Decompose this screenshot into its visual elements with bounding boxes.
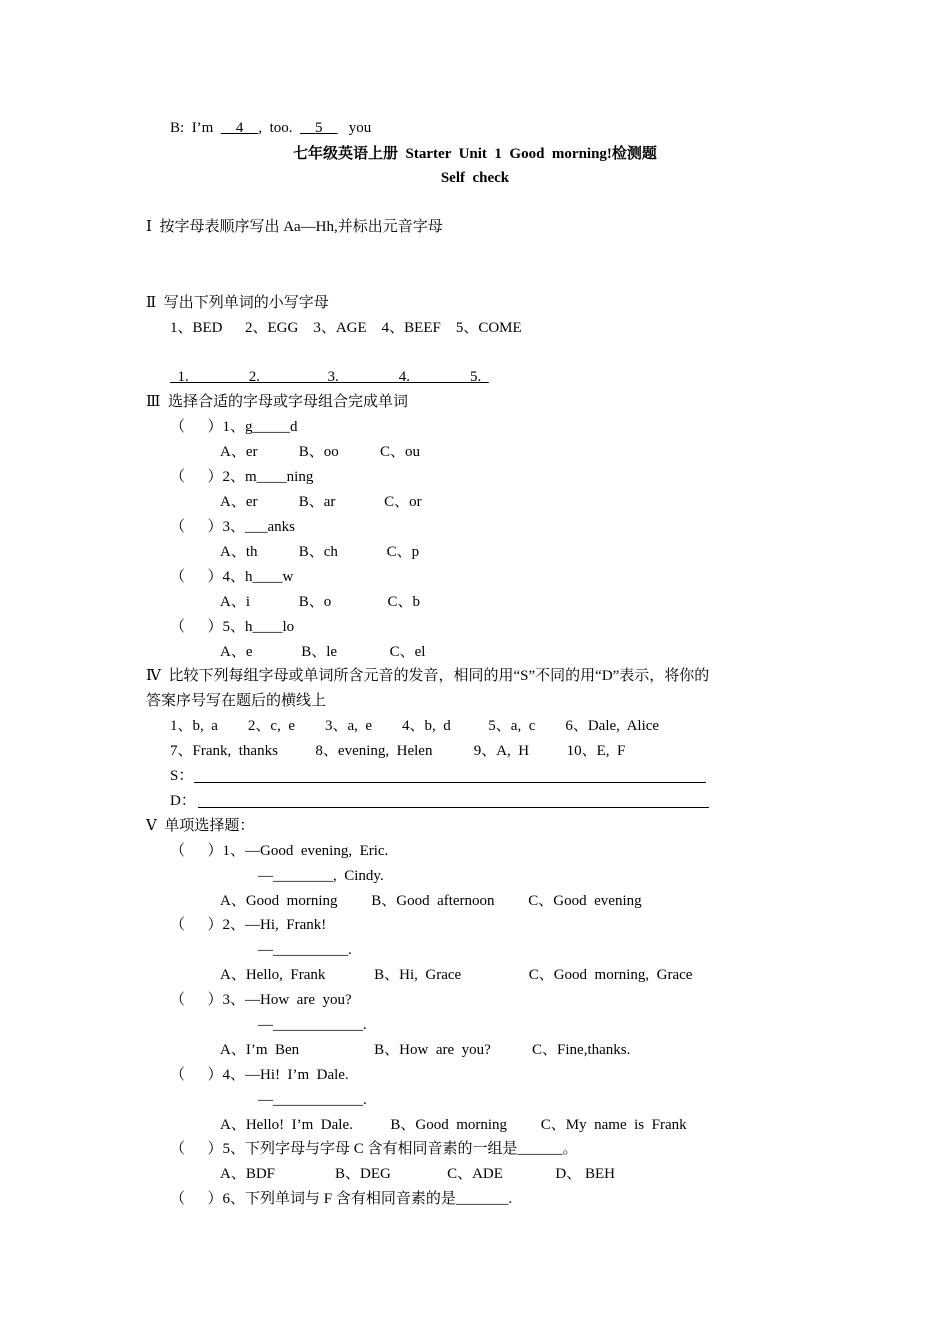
answer-line: —____________.: [258, 1092, 367, 1108]
section-number: Ⅲ: [146, 394, 161, 410]
blank-5: 5: [300, 120, 338, 136]
page-subtitle: Self check: [440, 170, 510, 186]
options: A、I’m Ben B、How are you? C、Fine,thanks.: [220, 1042, 631, 1058]
section-2-heading: [146, 293, 329, 313]
options: A、Hello! I’m Dale. B、Good morning C、My name is Frank: [220, 1117, 687, 1133]
s-answer-line: [194, 782, 706, 783]
top-line: [170, 118, 371, 138]
section-title: 写出下列单词的小写字母: [163, 295, 329, 311]
section-2-answer-line: 1. 2. 3. 4. 5.: [170, 369, 489, 385]
blank-4: 4: [220, 120, 259, 136]
section-4-heading: [146, 666, 709, 686]
options: A、er B、ar C、or: [220, 494, 422, 510]
text: , too.: [258, 120, 293, 136]
question: （ ）4、—Hi! I’m Dale.: [170, 1067, 349, 1083]
question: （ ）6、下列单词与 F 含有相同音素的是_______.: [170, 1191, 513, 1207]
question: （ ）2、—Hi, Frank!: [170, 917, 327, 933]
section-title: 单项选择题：: [164, 818, 255, 834]
section-4-row-1: 1、b, a 2、c, e 3、a, e 4、b, d 5、a, c 6、Dale, Alice: [170, 718, 660, 734]
answer-line: —__________.: [258, 942, 352, 958]
section-number: Ⅳ: [146, 668, 161, 684]
section-4-row-2: 7、Frank, thanks 8、evening, Helen 9、A, H 10、E, F: [170, 743, 626, 759]
options: A、BDF B、DEG C、ADE D、 BEH: [220, 1166, 616, 1182]
section-4-heading-cont: 答案序号写在题后的横线上: [146, 693, 327, 709]
question: （ ）3、___anks: [170, 519, 295, 535]
s-label: S：: [170, 768, 194, 784]
options: A、i B、o C、b: [220, 594, 421, 610]
question: （ ）1、—Good evening, Eric.: [170, 843, 389, 859]
options: A、e B、le C、el: [220, 644, 426, 660]
section-title: 选择合适的字母或字母组合完成单词: [167, 394, 408, 410]
answer-line: —________, Cindy.: [258, 868, 384, 884]
section-1-heading: [146, 217, 443, 237]
section-title: 比较下列每组字母或单词所含元音的发音，相同的用“S”不同的用“D”表示，将你的: [168, 668, 710, 684]
options: A、Hello, Frank B、Hi, Grace C、Good morning, Grace: [220, 967, 693, 983]
speaker: B:: [170, 120, 185, 136]
d-label: D：: [170, 793, 196, 809]
section-number: Ⅰ: [146, 219, 152, 235]
section-number: Ⅴ: [146, 818, 157, 834]
question: （ ）4、h____w: [170, 569, 294, 585]
question: （ ）1、g_____d: [170, 419, 298, 435]
question: （ ）3、—How are you?: [170, 992, 352, 1008]
section-2-words: 1、BED 2、EGG 3、AGE 4、BEEF 5、COME: [170, 320, 522, 336]
question: （ ）2、m____ning: [170, 469, 314, 485]
options: A、er B、oo C、ou: [220, 444, 420, 460]
question: （ ）5、下列字母与字母 C 含有相同音素的一组是______。: [170, 1141, 578, 1157]
section-title: 按字母表顺序写出 Aa—Hh,并标出元音字母: [159, 219, 443, 235]
options: A、Good morning B、Good afternoon C、Good evening: [220, 893, 642, 909]
section-number: Ⅱ: [146, 295, 157, 311]
text: I’m: [191, 120, 214, 136]
options: A、th B、ch C、p: [220, 544, 420, 560]
section-5-heading: [146, 816, 254, 836]
answer-line: —____________.: [258, 1017, 367, 1033]
section-3-heading: [146, 392, 408, 412]
page-title: 七年级英语上册 Starter Unit 1 Good morning!检测题: [293, 146, 657, 162]
question: （ ）5、h____lo: [170, 619, 295, 635]
text: you: [348, 120, 372, 136]
d-answer-line: [198, 807, 709, 808]
